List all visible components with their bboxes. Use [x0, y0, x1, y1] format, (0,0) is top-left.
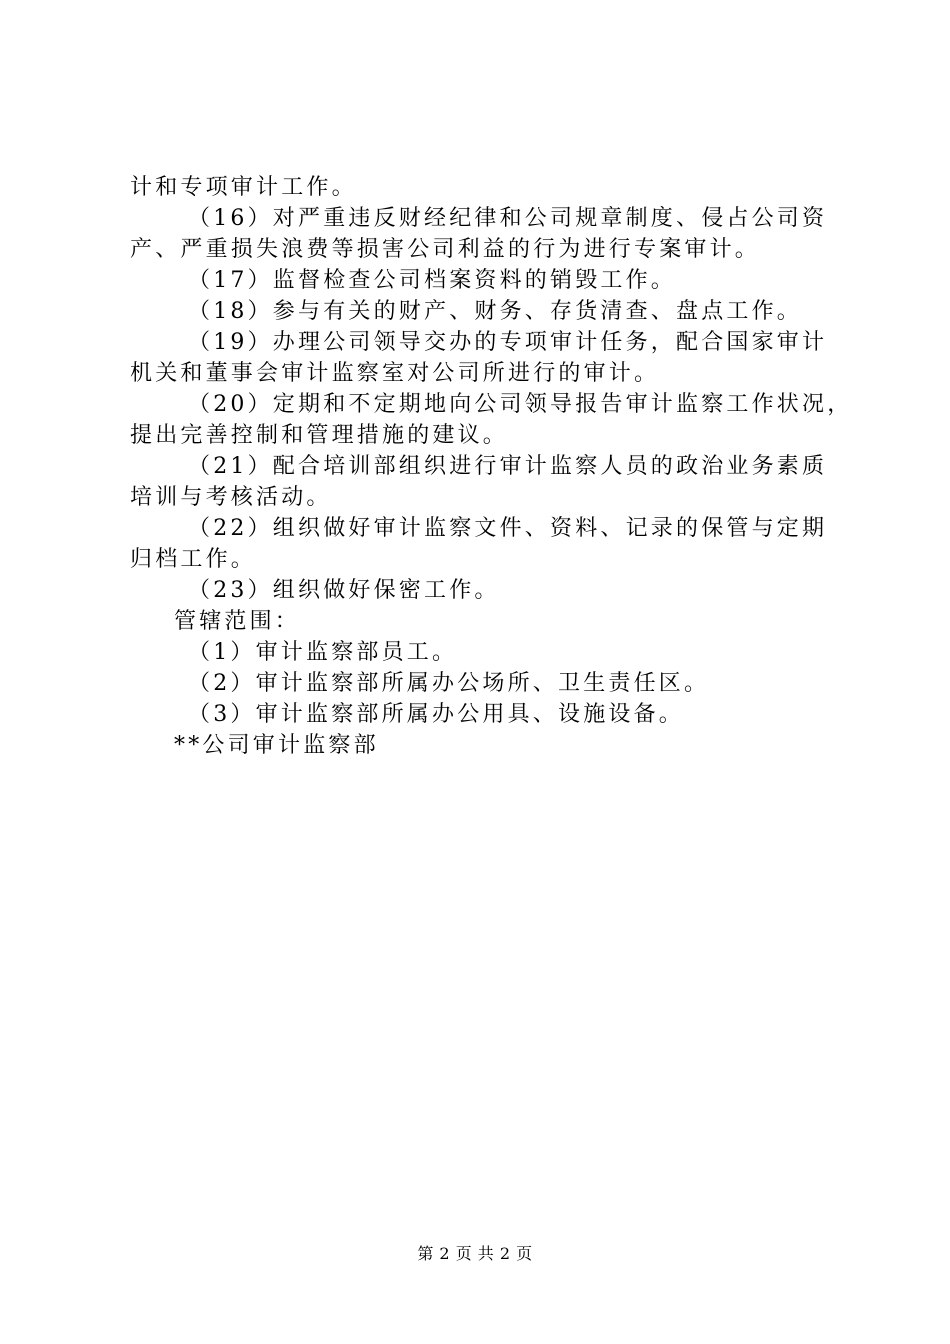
text-line: 机关和董事会审计监察室对公司所进行的审计。 — [130, 361, 660, 386]
text-line: 培训与考核活动。 — [130, 485, 332, 510]
text-line: 归档工作。 — [130, 547, 257, 572]
text-line: 提出完善控制和管理措施的建议。 — [130, 423, 509, 448]
text-line: 计和专项审计工作。 — [130, 175, 357, 200]
text-line: （23）组织做好保密工作。 — [188, 578, 500, 603]
text-line: （3）审计监察部所属办公用具、设施设备。 — [188, 702, 684, 727]
text-line: （16）对严重违反财经纪律和公司规章制度、侵占公司资 — [188, 206, 828, 231]
text-line: 产、严重损失浪费等损害公司利益的行为进行专案审计。 — [130, 237, 761, 262]
document-body — [130, 172, 853, 761]
text-line: （22）组织做好审计监察文件、资料、记录的保管与定期 — [188, 516, 828, 541]
text-line: （18）参与有关的财产、财务、存货清查、盘点工作。 — [188, 299, 802, 324]
text-line: （20）定期和不定期地向公司领导报告审计监察工作状况， — [188, 392, 853, 417]
signature-line: **公司审计监察部 — [174, 733, 379, 758]
text-line: （17）监督检查公司档案资料的销毁工作。 — [188, 268, 676, 293]
text-line: （1）审计监察部员工。 — [188, 640, 458, 665]
text-line: （19）办理公司领导交办的专项审计任务，配合国家审计 — [188, 330, 828, 355]
page-number: 第 2 页 共 2 页 — [417, 1244, 533, 1263]
text-line: （2）审计监察部所属办公场所、卫生责任区。 — [188, 671, 710, 696]
text-line: （21）配合培训部组织进行审计监察人员的政治业务素质 — [188, 454, 828, 479]
section-heading: 管辖范围： — [174, 609, 301, 634]
